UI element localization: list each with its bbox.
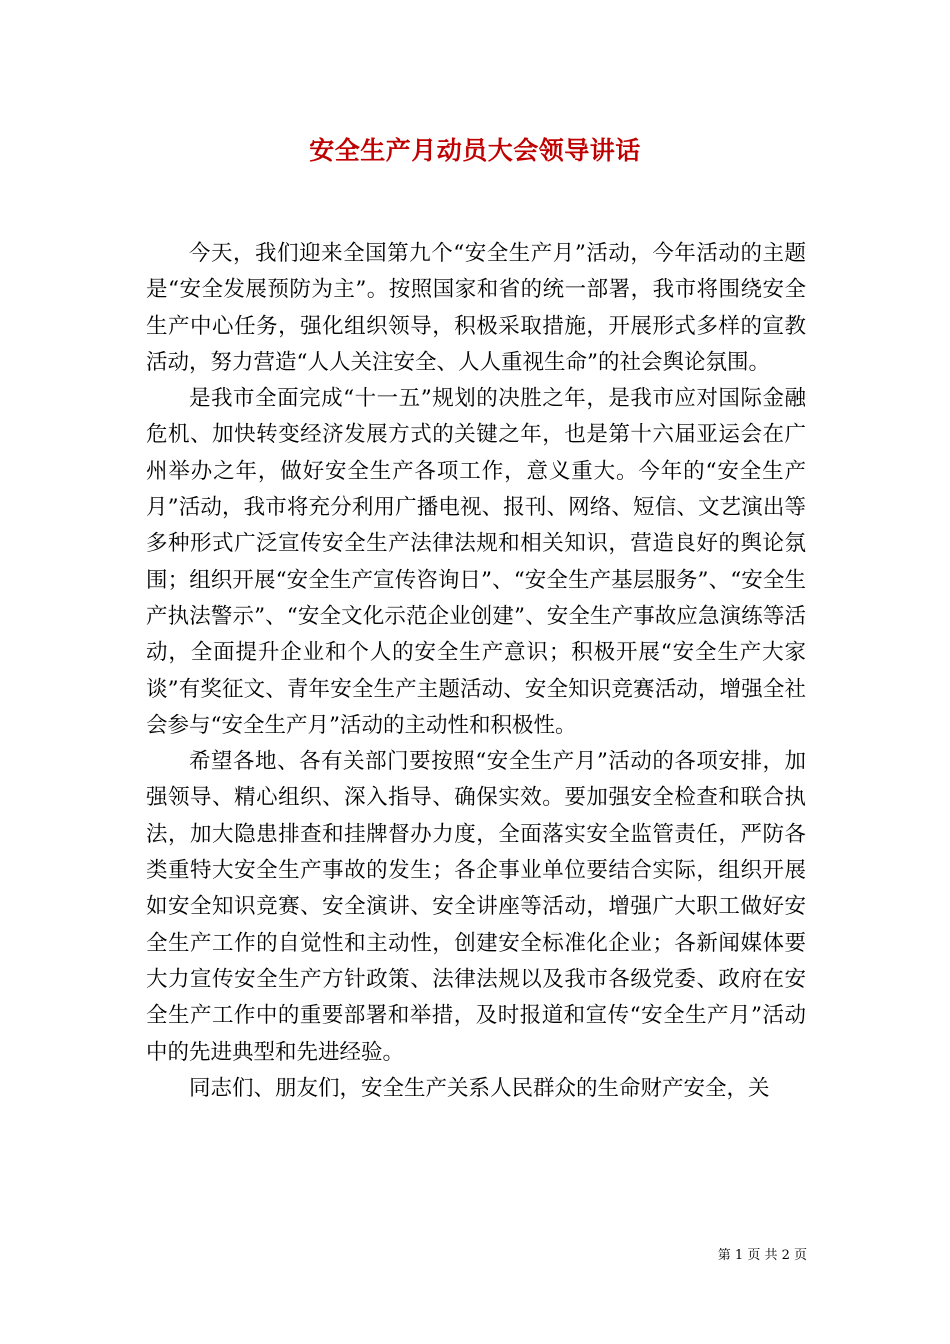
paragraph-4: 同志们、朋友们，安全生产关系人民群众的生命财产安全，关	[189, 1075, 770, 1101]
paragraph-1: 今天，我们迎来全国第九个“安全生产月”活动，今年活动的主题是“安全发展预防为主”。按照国家和省的统一部署，我市将围绕安全生产中心任务，强化组织领导，积极采取措施，开展形式多样的宣教活动，努力营造“人人关注安全、人人重视生命”的社会舆论氛围。	[146, 241, 806, 375]
page-title: 安全生产月动员大会领导讲话	[309, 136, 641, 165]
paragraph-2: 是我市全面完成“十一五”规划的决胜之年，是我市应对国际金融危机、加快转变经济发展方式的关键之年，也是第十六届亚运会在广州举办之年，做好安全生产各项工作，意义重大。今年的“安全生产月”活动，我市将充分利用广播电视、报刊、网络、短信、文艺演出等多种形式广泛宣传安全生产法律法规和相关知识，营造良好的舆论氛围；组织开展“安全生产宣传咨询日”、“安全生产基层服务”、“安全生产执法警示”、“安全文化示范企业创建”、安全生产事故应急演练等活动，全面提升企业和个人的安全生产意识；积极开展“安全生产大家谈”有奖征文、青年安全生产主题活动、安全知识竞赛活动，增强全社会参与“安全生产月”活动的主动性和积极性。	[146, 386, 806, 738]
page-number-footer: 第 1 页 共 2 页	[717, 1248, 807, 1263]
paragraph-3: 希望各地、各有关部门要按照“安全生产月”活动的各项安排，加强领导、精心组织、深入指导、确保实效。要加强安全检查和联合执法，加大隐患排查和挂牌督办力度，全面落实安全监管责任，严防各类重特大安全生产事故的发生；各企事业单位要结合实际，组织开展如安全知识竞赛、安全演讲、安全讲座等活动，增强广大职工做好安全生产工作的自觉性和主动性，创建安全标准化企业；各新闻媒体要大力宣传安全生产方针政策、法律法规以及我市各级党委、政府在安全生产工作中的重要部署和举措，及时报道和宣传“安全生产月”活动中的先进典型和先进经验。	[146, 749, 806, 1065]
document-body	[146, 236, 806, 1107]
